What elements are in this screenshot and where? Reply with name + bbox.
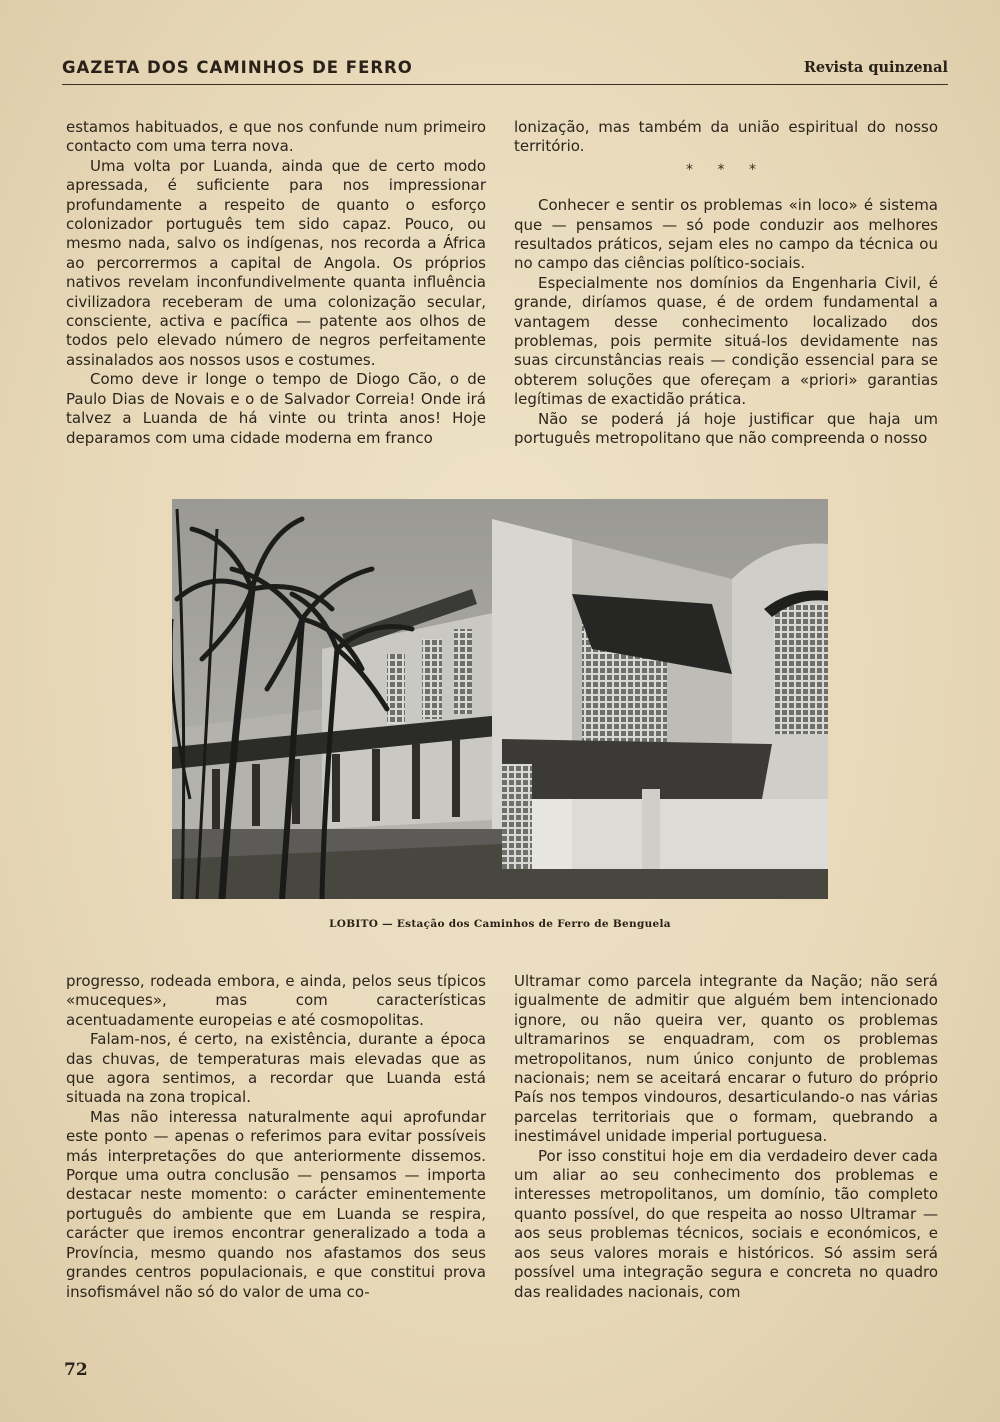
column-top-right bbox=[514, 118, 938, 449]
paragraph: estamos habituados, e que nos confunde num primeiro contacto com uma terra nova. bbox=[66, 118, 486, 156]
running-header bbox=[62, 50, 948, 85]
column-top-left bbox=[66, 118, 486, 448]
paragraph: lonização, mas também da união espiritual do nosso território. bbox=[514, 118, 938, 156]
paragraph: Como deve ir longe o tempo de Diogo Cão, o de Paulo Dias de Novais e o de Salvador Correia! Onde irá talvez a Luanda de há vinte ou trinta anos! Hoje deparamos com uma cidade moderna em franco bbox=[66, 370, 486, 447]
paragraph: Ultramar como parcela integrante da Nação; não será igualmente de admitir que alguém bem intencionado ignore, ou não queira ver, quanto os problemas ultramarinos se enquadram, com os problemas metropolitanos, num único conjunto de problemas nacionais; nem se aceitará encarar o futuro do próprio País nos tempos vindouros, desarticulando-o nas várias parcelas territoriais que o formam, quebrando a inestimável unidade imperial portuguesa. bbox=[514, 972, 938, 1146]
page-number: 72 bbox=[64, 1360, 88, 1380]
paragraph: Especialmente nos domínios da Engenharia Civil, é grande, diríamos quase, é de ordem fundamental a vantagem desse conhecimento localizado dos problemas, pois permite situá-los devidamente nas suas circunstâncias reais — condição essencial para se obterem soluções que ofereçam a «priori» garantias legítimas de exactidão prática. bbox=[514, 273, 938, 409]
journal-subtitle: Revista quinzenal bbox=[803, 58, 948, 76]
paragraph: Uma volta por Luanda, ainda que de certo modo apressada, é suficiente para nos impressionar profundamente a respeito de quanto o esforço colonizador português tem sido capaz. Pouco, ou mesmo nada, salvo os indígenas, nos recorda a África ao percorrermos a capital de Angola. Os próprios nativos revelam inconfundivelmente quanta influência civilizadora receberam de uma colonização secular, consciente, activa e pacífica — patente aos olhos de todos pelo elevado número de negros perfeitamente assinalados aos nossos usos e costumes. bbox=[66, 156, 486, 369]
section-divider: * * * bbox=[686, 161, 766, 178]
paragraph: Falam-nos, é certo, na existência, durante a época das chuvas, de temperaturas mais elevadas que as que agora sentimos, a recordar que Luanda está situada na zona tropical. bbox=[66, 1030, 486, 1107]
column-bottom-left bbox=[66, 972, 486, 1302]
figure-caption: LOBITO — Estação dos Caminhos de Ferro de Benguela bbox=[329, 918, 671, 930]
paragraph: Conhecer e sentir os problemas «in loco» é sistema que — pensamos — só pode conduzir aos melhores resultados práticos, sejam eles no campo da técnica ou no campo das ciências político-sociais. bbox=[514, 196, 938, 273]
paragraph: Por isso constitui hoje em dia verdadeiro dever cada um aliar ao seu conhecimento dos problemas e interesses metropolitanos, um domínio, tão completo quanto possível, do que respeita ao nosso Ultramar — aos seus problemas técnicos, sociais e económicos, e aos seus valores morais e históricos. Só assim será possível uma integração segura e concreta no quadro das realidades nacionais, com bbox=[514, 1146, 938, 1301]
journal-title: GAZETA DOS CAMINHOS DE FERRO bbox=[62, 57, 413, 77]
paragraph: Mas não interessa naturalmente aqui aprofundar este ponto — apenas o referimos para evitar possíveis más interpretações do que anteriormente dissemos. Porque uma outra conclusão — pensamos — importa destacar neste momento: o carácter eminentemente português do ambiente que em Luanda se respira, carácter que iremos encontrar generalizado a toda a Província, mesmo quando nos afastamos dos seus grandes centros populacionais, e que constitui prova insofismável não só do valor de uma co- bbox=[66, 1107, 486, 1301]
column-bottom-right bbox=[514, 972, 938, 1302]
paragraph: Não se poderá já hoje justificar que haja um português metropolitano que não compreenda o nosso bbox=[514, 409, 938, 448]
station-photograph bbox=[172, 499, 828, 899]
paragraph: progresso, rodeada embora, e ainda, pelos seus típicos «muceques», mas com características acentuadamente europeias e até cosmopolitas. bbox=[66, 972, 486, 1029]
